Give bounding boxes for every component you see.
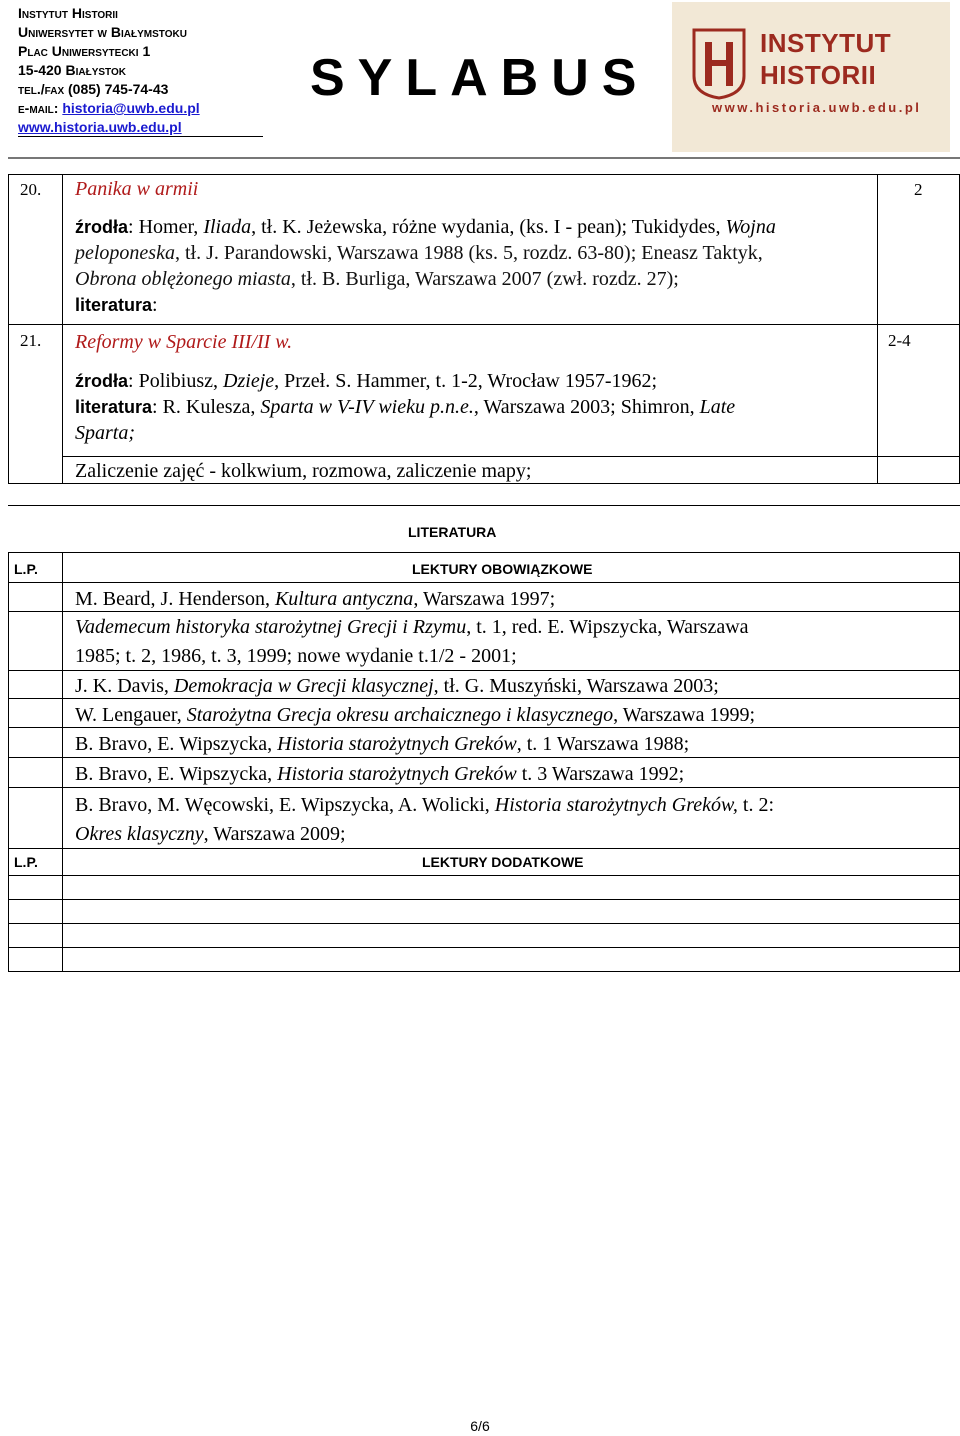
phone-line bbox=[18, 80, 200, 99]
topic-number: 21. bbox=[20, 331, 42, 350]
website-link[interactable]: www.historia.uwb.edu.pl bbox=[18, 119, 182, 135]
logo-text-instytut: INSTYTUT bbox=[760, 28, 892, 58]
list-item-cont: Okres klasyczny, Warszawa 2009; bbox=[75, 823, 346, 845]
list-item: M. Beard, J. Henderson, Kultura antyczna, Warszawa 1997; bbox=[75, 588, 556, 610]
list-item-cont: 1985; t. 2, 1986, t. 3, 1999; nowe wydanie t.1/2 - 2001; bbox=[75, 645, 517, 667]
email-line bbox=[18, 99, 200, 118]
page-title: SYLABUS bbox=[310, 49, 650, 107]
topic-sources-cont: Obrona oblężonego miasta, tł. B. Burliga, Warszawa 2007 (zwł. rozdz. 27); bbox=[75, 268, 679, 290]
university-name: Uniwersytet w Białymstoku bbox=[18, 24, 187, 40]
phone-number: (085) 745-74-43 bbox=[68, 81, 169, 97]
topic-literature: literatura: R. Kulesza, Sparta w V-IV wieku p.n.e., Warszawa 2003; Shimron, Late bbox=[75, 396, 736, 418]
literature-heading: LITERATURA bbox=[408, 524, 497, 540]
topic-hours: 2 bbox=[914, 180, 923, 199]
additional-readings-heading: LEKTURY DODATKOWE bbox=[422, 854, 584, 870]
topic-literature: literatura: bbox=[75, 294, 158, 316]
list-item: J. K. Davis, Demokracja w Grecji klasycznej, tł. G. Muszyński, Warszawa 2003; bbox=[75, 675, 719, 697]
topic-literature-cont: Sparta; bbox=[75, 422, 135, 444]
header-underline bbox=[18, 136, 263, 137]
phone-label: tel./fax bbox=[18, 81, 65, 97]
list-item: Vademecum historyka starożytnej Grecji i Rzymu, t. 1, red. E. Wipszycka, Warszawa bbox=[75, 616, 749, 638]
topic-sources-cont: peloponeska, tł. J. Parandowski, Warszawa 1988 (ks. 5, rozdz. 63-80); Eneasz Taktyk, bbox=[75, 242, 763, 264]
required-readings-heading: LEKTURY OBOWIĄZKOWE bbox=[412, 561, 593, 577]
shield-h-icon bbox=[692, 28, 746, 100]
topic-title: Panika w armii bbox=[75, 178, 199, 200]
institute-logo bbox=[672, 2, 950, 152]
list-item: B. Bravo, M. Węcowski, E. Wipszycka, A. Wolicki, Historia starożytnych Greków, t. 2: bbox=[75, 794, 775, 816]
postal-code: 15-420 Białystok bbox=[18, 62, 126, 78]
institute-name: Instytut Historii bbox=[18, 5, 118, 21]
topic-sources: źrodła: Homer, Iliada, tł. K. Jeżewska, różne wydania, (ks. I - pean); Tukidydes, Wojna bbox=[75, 216, 776, 238]
topic-hours: 2-4 bbox=[888, 331, 911, 350]
list-item: B. Bravo, E. Wipszycka, Historia starożytnych Greków, t. 1 Warszawa 1988; bbox=[75, 733, 690, 755]
lp-label: L.P. bbox=[14, 854, 38, 870]
email-link[interactable]: historia@uwb.edu.pl bbox=[62, 100, 200, 116]
list-item: W. Lengauer, Starożytna Grecja okresu archaicznego i klasycznego, Warszawa 1999; bbox=[75, 704, 756, 726]
list-item: B. Bravo, E. Wipszycka, Historia starożytnych Greków t. 3 Warszawa 1992; bbox=[75, 763, 685, 785]
institute-address bbox=[18, 4, 200, 137]
lp-label: L.P. bbox=[14, 561, 38, 577]
topic-number: 20. bbox=[20, 180, 42, 199]
topic-sources: źrodła: Polibiusz, Dzieje, Przeł. S. Hammer, t. 1-2, Wrocław 1957-1962; bbox=[75, 370, 658, 392]
credit-requirements: Zaliczenie zajęć - kolkwium, rozmowa, zaliczenie mapy; bbox=[75, 460, 532, 482]
header-divider bbox=[8, 157, 960, 159]
logo-text-historii: HISTORII bbox=[760, 60, 877, 90]
page-number: 6/6 bbox=[470, 1418, 490, 1434]
email-label: e-mail: bbox=[18, 100, 59, 116]
topic-title: Reformy w Sparcie III/II w. bbox=[75, 331, 293, 353]
street-address: Plac Uniwersytecki 1 bbox=[18, 43, 151, 59]
logo-website: www.historia.uwb.edu.pl bbox=[712, 100, 922, 115]
